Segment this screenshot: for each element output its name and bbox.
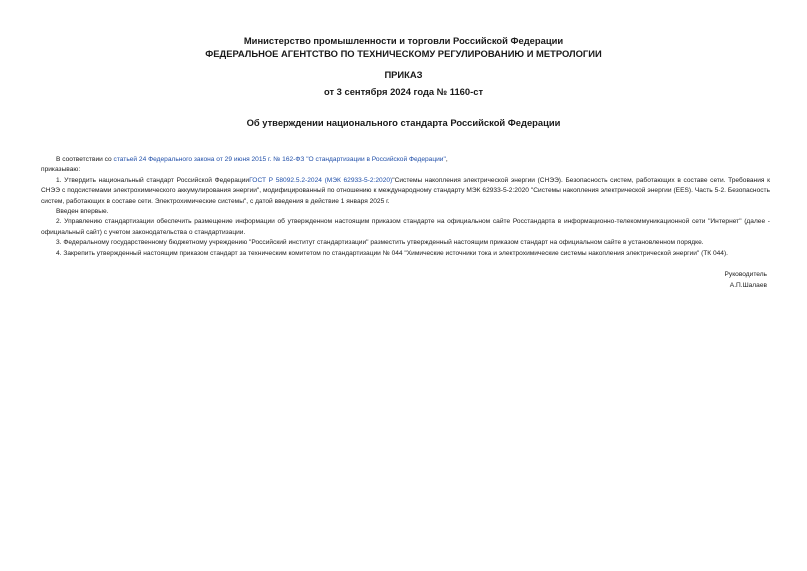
- intro-prefix: В соответствии со: [56, 156, 114, 163]
- iec-link[interactable]: (МЭК 62933-5-2:2020): [324, 176, 393, 184]
- intro-paragraph: [41, 155, 770, 165]
- agency-title: ФЕДЕРАЛЬНОЕ АГЕНТСТВО ПО ТЕХНИЧЕСКОМУ РЕГУЛИРОВАНИЮ И МЕТРОЛОГИИ: [205, 48, 602, 59]
- paragraph-2: 2. Управлению стандартизации обеспечить размещение информации об утвержденном настоящим приказом стандарте на официальном сайте Росстандарта в информационно-телекоммуникационной сети "Интернет" (далее - официальный сайт) с учетом законодательства о стандартизации.: [41, 218, 770, 236]
- order-word: приказываю:: [41, 166, 81, 174]
- paragraph-1: [41, 176, 770, 207]
- signature-block: [725, 269, 767, 291]
- signature-name: А.П.Шалаев: [729, 282, 767, 289]
- p1-text: "Системы накопления электрической энергии (СНЭЭ). Безопасность систем, работающих в составе сети. Требования к СНЭЭ с подсистемами электрохимического аккумулирования энергии", модифицированный по отношению к международному стандарту МЭК 62933-5-2:2020 "Системы накопления электрической энергии (EES). Часть 5-2. Безопасность систем, работающих в составе сети. Электрохимические системы", с датой введения в действие 1 января 2025 г.: [41, 176, 770, 205]
- date-number: от 3 сентября 2024 года № 1160-ст: [323, 86, 484, 97]
- paragraph-4: 4. Закрепить утвержденный настоящим приказом стандарт за техническим комитетом по стандартизации № 044 "Химические источники тока и электрохимические системы накопления электрической энергии" (ТК 044).: [56, 249, 728, 257]
- document-subject: Об утверждении национального стандарта Российской Федерации: [246, 117, 561, 128]
- p1-prefix: 1. Утвердить национальный стандарт Российской Федерации: [56, 176, 250, 184]
- document-body: [41, 155, 770, 259]
- intro-suffix: ,: [445, 156, 448, 163]
- paragraph-3: 3. Федеральному государственному бюджетному учреждению "Российский институт стандартизации" разместить утвержденный настоящим приказом стандарт на официальном сайте в установленном порядке.: [56, 239, 704, 247]
- law-link[interactable]: статьей 24 Федерального закона от 29 июня 2015 г. № 162-ФЗ "О стандартизации в Российской Федерации": [113, 156, 446, 163]
- gost-link[interactable]: ГОСТ Р 58092.5.2-2024: [249, 176, 322, 184]
- document-type: ПРИКАЗ: [384, 69, 423, 80]
- introduced-note: Введен впервые.: [56, 208, 109, 216]
- signature-title: Руководитель: [724, 271, 767, 278]
- ministry-title: Министерство промышленности и торговли Российской Федерации: [243, 35, 564, 46]
